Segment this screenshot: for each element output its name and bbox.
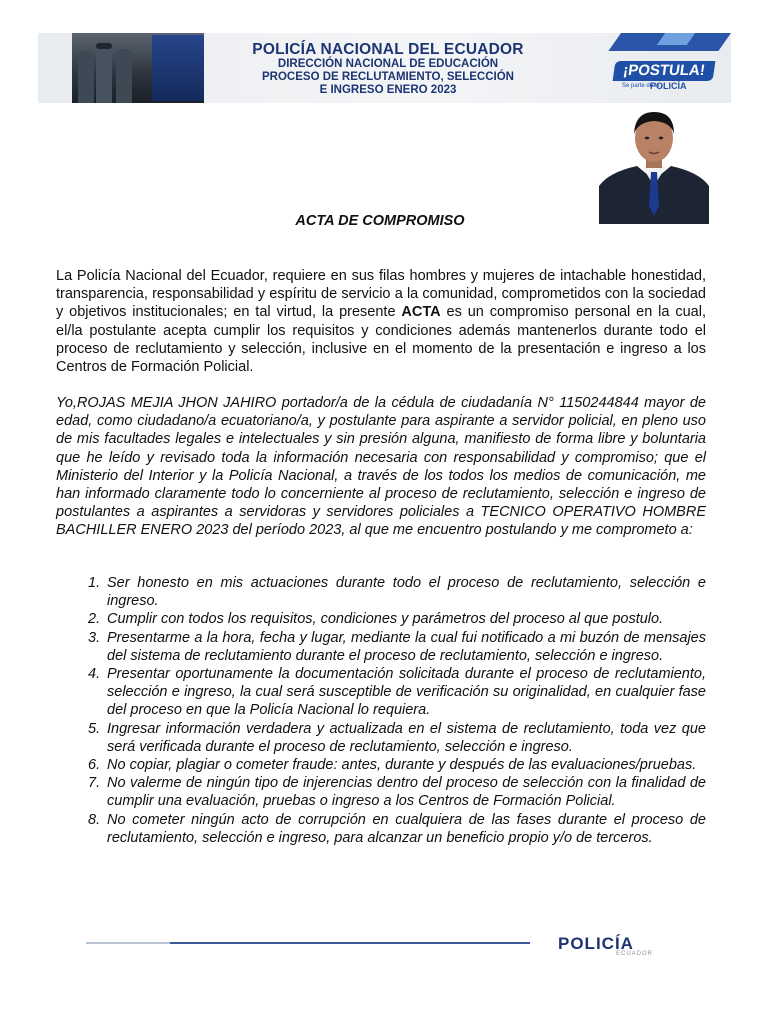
list-item (88, 665, 706, 720)
banner-line-4: E INGRESO ENERO 2023 (319, 84, 457, 96)
list-item (88, 756, 706, 774)
banner-text (228, 41, 548, 97)
list-item-number: 7. (88, 775, 101, 792)
list-item (88, 610, 706, 628)
postula-logo: POLICÍA (650, 81, 687, 91)
applicant-photo (599, 106, 709, 224)
list-item-text: Ingresar información verdadera y actualizada en el sistema de reclutamiento, toda vez que será verificada durante el proceso de reclutamiento, selección e ingreso. (107, 720, 706, 755)
banner-line-2: DIRECCIÓN NACIONAL DE EDUCACIÓN (277, 58, 499, 70)
list-item-text: Presentarme a la hora, fecha y lugar, mediante la cual fui notificado a mi buzón de mensajes del sistema de reclutamiento durante el proceso de reclutamiento, selección e ingreso. (107, 629, 706, 664)
list-item-text: Presentar oportunamente la documentación solicitada durante el proceso de reclutamiento, selección e ingreso, la cual será susceptible de verificación su originalidad, en cualquier fase del proceso en que la Policía Nacional lo requiera. (107, 666, 706, 719)
intro-text-1: La Policía Nacional del Ecuador, requiere en sus filas hombres y mujeres de intachable honestidad, transparencia, responsabilidad y espíritu de servicio a la comunidad, comprometidos con la sociedad y objetivos institucionales; en tal virtud, la presente (56, 268, 706, 321)
list-item-number: 2. (88, 611, 101, 628)
banner-officers-photo (72, 33, 204, 103)
intro-text-2: es un compromiso personal en la cual, el/la postulante acepta cumplir los requisitos y condiciones además mantenerlos durante todo el proceso de reclutamiento y selección, inclusive en el momento de la presentación e ingreso a los Centros de Formación Policial. (56, 304, 706, 376)
commitment-list (88, 574, 706, 847)
banner-line-3: PROCESO DE RECLUTAMIENTO, SELECCIÓN (262, 71, 514, 83)
intro-acta-bold: ACTA (401, 304, 441, 321)
postula-tagline: Se parte de la (622, 83, 660, 89)
list-item-text: No cometer ningún acto de corrupción en cualquiera de las fases durante el proceso de reclutamiento, selección e ingreso, para alcanzar un beneficio propio y/o de terceros. (107, 811, 706, 846)
header-banner (38, 33, 731, 103)
list-item (88, 720, 706, 756)
list-item (88, 629, 706, 665)
document-title: ACTA DE COMPROMISO (295, 213, 465, 229)
banner-title: POLICÍA NACIONAL DEL ECUADOR (252, 41, 524, 58)
list-item (88, 811, 706, 847)
declaration-paragraph: Yo,ROJAS MEJIA JHON JAHIRO portador/a de la cédula de ciudadanía N° 1150244844 mayor de edad, como ciudadano/a ecuatoriano/a, y postulante para aspirante a servidor policial, en pleno uso de mis facultades legales e intelectuales y sin presión alguna, manifiesto de forma libre y boluntaria que he leído y revisado toda la información necesaria con responsabilidad y compromiso; que el Ministerio del Interior y la Policía Nacional, a través de los todos los medios de comunicación, me han informado claramente todo lo concerniente al proceso de reclutamiento, selección e ingreso de postulantes a aspirantes a servidoras y servidores policiales a TECNICO OPERATIVO HOMBRE BACHILLER ENERO 2023 del período 2023, al que me encuentro postulando y me comprometo a: (56, 395, 706, 539)
list-item-number: 6. (88, 757, 101, 774)
footer-logo: POLICÍA (558, 934, 634, 953)
list-item-text: No valerme de ningún tipo de injerencias dentro del proceso de selección con la finalidad de cumplir una evaluación, pruebas o ingreso a los Centros de Formación Policial. (107, 775, 706, 810)
applicant-portrait-icon (599, 106, 709, 224)
list-item-number: 5. (88, 720, 101, 737)
list-item-number: 3. (88, 629, 101, 646)
postula-badge: ¡POSTULA! (613, 61, 716, 81)
list-item-text: Cumplir con todos los requisitos, condiciones y parámetros del proceso al que postulo. (107, 611, 664, 628)
footer-divider (170, 942, 530, 944)
footer-logo-subtitle: ECUADOR (616, 951, 654, 957)
list-item-text: No copiar, plagiar o cometer fraude: antes, durante y después de las evaluaciones/pruebas. (107, 757, 697, 774)
list-item-text: Ser honesto en mis actuaciones durante todo el proceso de reclutamiento, selección e ingreso. (107, 575, 706, 610)
list-item-number: 4. (88, 666, 101, 683)
list-item (88, 774, 706, 810)
list-item-number: 8. (88, 811, 101, 828)
list-item-number: 1. (88, 575, 101, 591)
list-item (88, 574, 706, 610)
intro-paragraph (56, 267, 706, 376)
